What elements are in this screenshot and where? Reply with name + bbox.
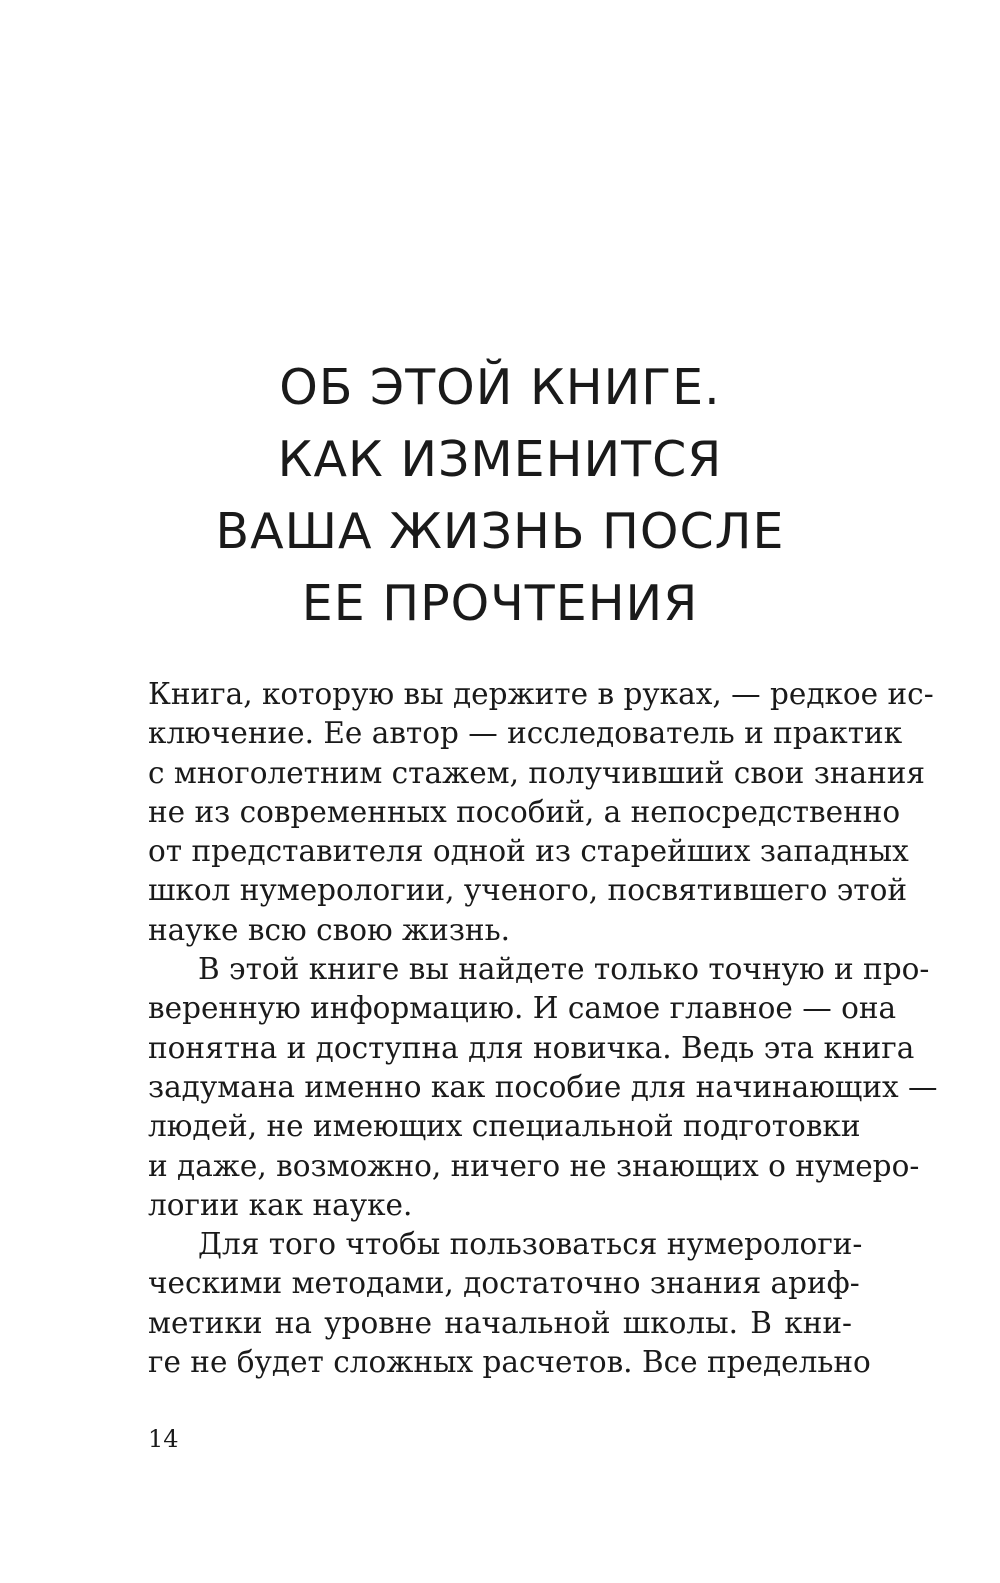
text-line: логии как науке.: [148, 1187, 413, 1222]
text-line: ключение. Ее автор — исследователь и практик: [148, 716, 903, 751]
text-line: ге не будет сложных расчетов. Все предельно: [148, 1345, 871, 1380]
chapter-title-line: КАК ИЗМЕНИТСЯ: [277, 431, 723, 488]
chapter-title-line: ЕЕ ПРОЧТЕНИЯ: [301, 575, 699, 632]
text-line: В этой книге вы найдете только точную и про-: [198, 952, 930, 987]
chapter-title: [0, 352, 1000, 640]
body-text: [148, 675, 938, 1382]
text-line: задумана именно как пособие для начинающих —: [148, 1069, 938, 1104]
text-line: ческими методами, достаточно знания ариф-: [148, 1266, 860, 1301]
chapter-title-line: ОБ ЭТОЙ КНИГЕ.: [279, 359, 721, 416]
text-line: людей, не имеющих специальной подготовки: [148, 1109, 861, 1144]
text-line: не из современных пособий, а непосредственно: [148, 794, 901, 829]
text-line: веренную информацию. И самое главное — она: [148, 991, 897, 1026]
text-line: школ нумерологии, ученого, посвятившего этой: [148, 873, 908, 908]
page-number: 14: [148, 1425, 179, 1453]
text-line: Для того чтобы пользоваться нумерологи-: [198, 1227, 863, 1262]
text-line: понятна и доступна для новичка. Ведь эта книга: [148, 1030, 915, 1065]
text-line: от представителя одной из старейших западных: [148, 834, 909, 869]
text-line: и даже, возможно, ничего не знающих о нумеро-: [148, 1148, 920, 1183]
text-line: Книга, которую вы держите в руках, — редкое ис-: [148, 677, 934, 711]
text-line: с многолетним стажем, получивший свои знания: [148, 755, 925, 790]
text-line: метики на уровне начальной школы. В кни-: [148, 1305, 852, 1340]
text-line: науке всю свою жизнь.: [148, 912, 511, 947]
chapter-title-line: ВАША ЖИЗНЬ ПОСЛЕ: [215, 503, 785, 560]
